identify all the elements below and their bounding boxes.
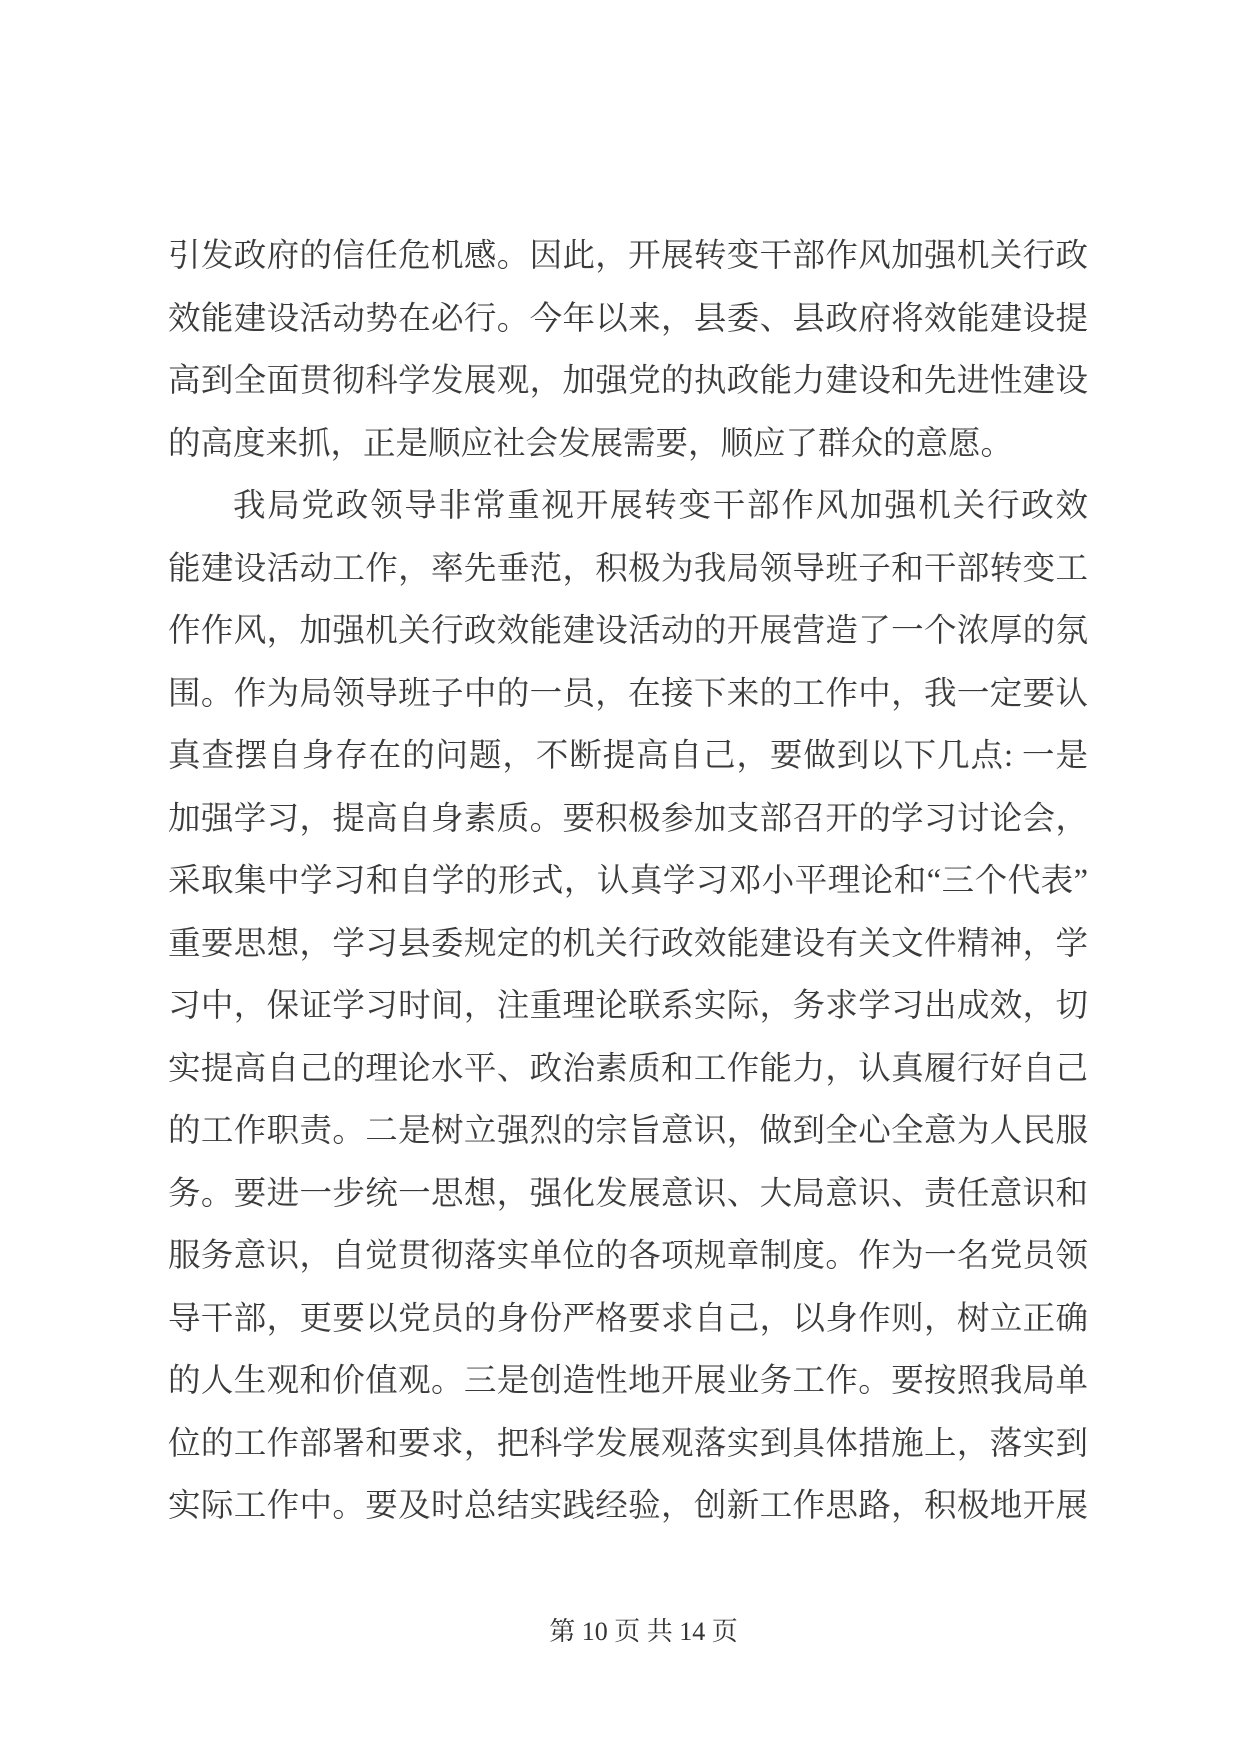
text-line: 我局党政领导非常重视开展转变干部作风加强机关行政效 (233, 488, 1088, 524)
text-line: 导干部，更要以党员的身份严格要求自己，以身作则，树立正确 (168, 1300, 1088, 1337)
text-line: 真查摆自身存在的问题，不断提高自己，要做到以下几点: 一是 (168, 738, 1088, 774)
text-line: 高到全面贯彻科学发展观，加强党的执政能力建设和先进性建设 (168, 363, 1088, 399)
text-line: 引发政府的信任危机感。因此，开展转变干部作风加强机关行政 (168, 238, 1088, 274)
text-line: 务。要进一步统一思想，强化发展意识、大局意识、责任意识和 (168, 1175, 1088, 1212)
text-line: 位的工作部署和要求，把科学发展观落实到具体措施上，落实到 (168, 1425, 1088, 1462)
text-line: 采取集中学习和自学的形式，认真学习邓小平理论和“三个代表” (168, 863, 1088, 899)
text-line: 加强学习，提高自身素质。要积极参加支部召开的学习讨论会， (168, 800, 1088, 837)
document-body (168, 225, 1088, 1538)
text-line: 服务意识，自觉贯彻落实单位的各项规章制度。作为一名党员领 (168, 1238, 1088, 1274)
text-line: 效能建设活动势在必行。今年以来，县委、县政府将效能建设提 (168, 300, 1088, 337)
text-line: 实提高自己的理论水平、政治素质和工作能力，认真履行好自己 (168, 1050, 1088, 1087)
text-line: 围。作为局领导班子中的一员，在接下来的工作中，我一定要认 (168, 675, 1088, 712)
text-line: 重要思想，学习县委规定的机关行政效能建设有关文件精神，学 (168, 925, 1088, 962)
text-line: 的人生观和价值观。三是创造性地开展业务工作。要按照我局单 (168, 1363, 1088, 1399)
text-line: 的工作职责。二是树立强烈的宗旨意识，做到全心全意为人民服 (168, 1113, 1088, 1149)
text-line: 能建设活动工作，率先垂范，积极为我局领导班子和干部转变工 (168, 550, 1088, 587)
page-number: 第 10 页 共 14 页 (549, 1617, 738, 1646)
text-line: 实际工作中。要及时总结实践经验，创新工作思路，积极地开展 (168, 1488, 1088, 1524)
text-line: 习中，保证学习时间，注重理论联系实际，务求学习出成效，切 (168, 988, 1088, 1024)
page-footer (23, 1616, 1241, 1648)
text-line: 作作风，加强机关行政效能建设活动的开展营造了一个浓厚的氛 (168, 613, 1088, 649)
text-line: 的高度来抓，正是顺应社会发展需要，顺应了群众的意愿。 (168, 425, 1014, 462)
